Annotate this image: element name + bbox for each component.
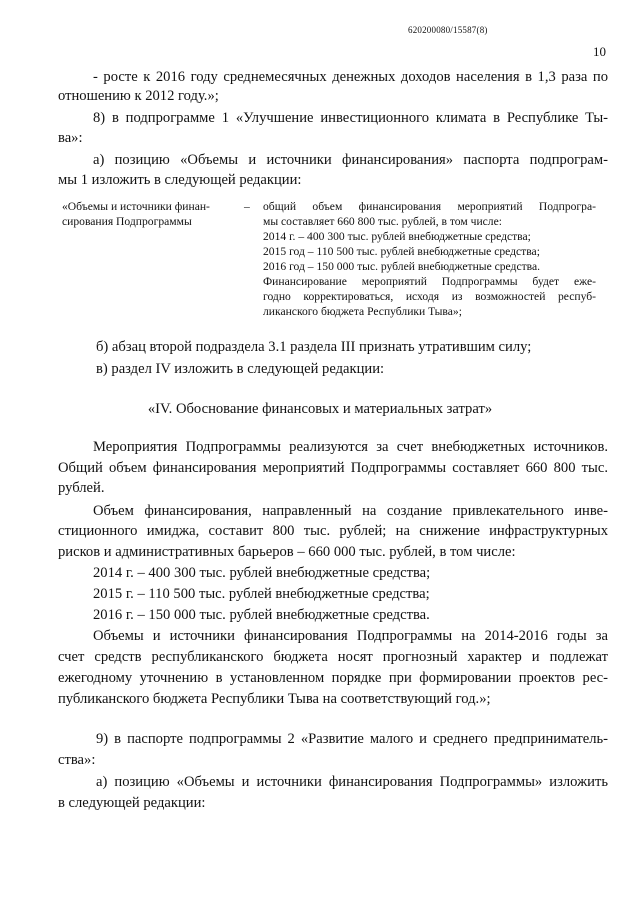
paragraph-line: мы 1 изложить в следующей редакции: bbox=[58, 172, 302, 188]
table-right-cell-line: общий объем финансирования мероприятий Подпрогра- bbox=[263, 200, 596, 213]
table-right-cell-line: 2014 г. – 400 300 тыс. рублей внебюджетные средства; bbox=[263, 230, 531, 243]
paragraph-line: 2015 г. – 110 500 тыс. рублей внебюджетные средства; bbox=[93, 586, 430, 602]
paragraph-line: ства»: bbox=[58, 752, 96, 768]
table-left-cell-line: сирования Подпрограммы bbox=[62, 215, 192, 228]
paragraph-line: в следующей редакции: bbox=[58, 795, 206, 811]
page-number: 10 bbox=[593, 44, 606, 59]
paragraph-line: а) позицию «Объемы и источники финансирования Подпрограммы» изложить bbox=[96, 774, 608, 790]
paragraph-line: Объем финансирования, направленный на создание привлекательного инве- bbox=[93, 503, 608, 519]
paragraph-line: отношению к 2012 году.»; bbox=[58, 88, 219, 104]
paragraph-line: счет средств республиканского бюджета носят прогнозный характер и подлежат bbox=[58, 649, 608, 665]
paragraph-line: Общий объем финансирования мероприятий Подпрограммы составляет 660 800 тыс. bbox=[58, 460, 608, 476]
section-title: «IV. Обоснование финансовых и материальных затрат» bbox=[147, 401, 493, 417]
paragraph-line: 9) в паспорте подпрограммы 2 «Развитие малого и среднего предприниматель- bbox=[96, 731, 608, 747]
table-right-cell-line: 2016 год – 150 000 тыс. рублей внебюджетные средства. bbox=[263, 260, 541, 273]
paragraph-line: Мероприятия Подпрограммы реализуются за счет внебюджетных источников. bbox=[93, 439, 608, 455]
table-right-cell-line: ликанского бюджета Республики Тыва»; bbox=[263, 305, 462, 318]
paragraph-line: а) позицию «Объемы и источники финансирования» паспорта подпрограм- bbox=[93, 152, 608, 168]
table-left-cell-line: «Объемы и источники финан- bbox=[62, 200, 210, 213]
paragraph-line: б) абзац второй подраздела 3.1 раздела III признать утратившим силу; bbox=[96, 339, 532, 355]
table-right-cell-line: годно корректироваться, исходя из возможностей респуб- bbox=[263, 290, 596, 303]
paragraph-line: рисков и административных барьеров – 660 000 тыс. рублей, в том числе: bbox=[58, 544, 516, 560]
paragraph-line: в) раздел IV изложить в следующей редакции: bbox=[96, 361, 385, 377]
paragraph-line: Объемы и источники финансирования Подпрограммы на 2014-2016 годы за bbox=[93, 628, 608, 644]
paragraph-line: 2016 г. – 150 000 тыс. рублей внебюджетные средства. bbox=[93, 607, 430, 623]
paragraph-line: стиционного имиджа, составит 800 тыс. рублей; на снижение инфраструктурных bbox=[58, 523, 608, 539]
paragraph-line: рублей. bbox=[58, 480, 105, 496]
table-dash: – bbox=[244, 200, 250, 213]
table-right-cell-line: Финансирование мероприятий Подпрограммы будет еже- bbox=[263, 275, 596, 288]
table-right-cell-line: 2015 год – 110 500 тыс. рублей внебюджетные средства; bbox=[263, 245, 540, 258]
paragraph-line: 8) в подпрограмме 1 «Улучшение инвестиционного климата в Республике Ты- bbox=[93, 110, 608, 126]
paragraph-line: публиканского бюджета Республики Тыва на соответствующий год.»; bbox=[58, 691, 491, 707]
paragraph-line: ежегодному уточнению в установленном порядке при формировании проектов рес- bbox=[58, 670, 608, 686]
paragraph-line: ва»: bbox=[58, 130, 83, 146]
paragraph-line: - росте к 2016 году среднемесячных денежных доходов населения в 1,3 раза по bbox=[93, 69, 608, 85]
paragraph-line: 2014 г. – 400 300 тыс. рублей внебюджетные средства; bbox=[93, 565, 431, 581]
doc-id: 620200080/15587(8) bbox=[408, 25, 488, 35]
table-right-cell-line: мы составляет 660 800 тыс. рублей, в том числе: bbox=[263, 215, 502, 228]
